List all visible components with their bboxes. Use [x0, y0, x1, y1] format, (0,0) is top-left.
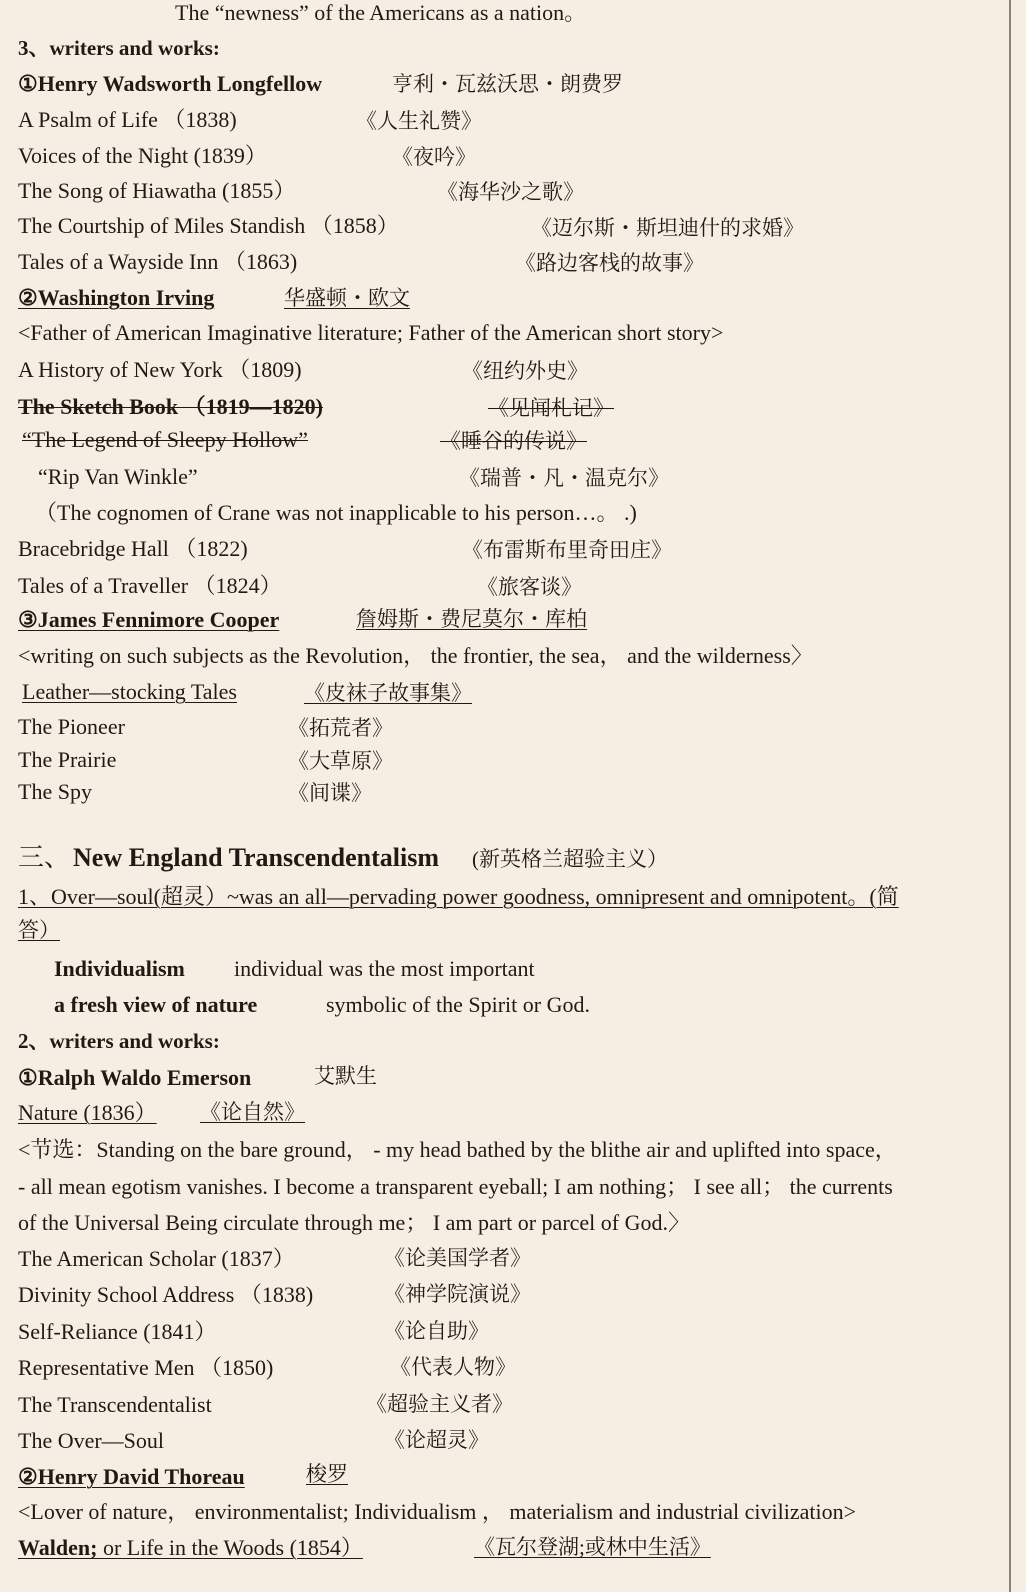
irving-quote: （The cognomen of Crane was not inapplicable to his person…。 .)	[35, 500, 637, 525]
section-3-heading: 3、writers and works:	[18, 36, 220, 60]
thoreau-note: <Lover of nature， environmentalist; Individualism ， materialism and industrial civilization>	[18, 1499, 857, 1524]
thoreau-name: ②Henry David Thoreau	[18, 1464, 245, 1489]
oversoul-definition: 1、Over—soul(超灵）~was an all—pervading power goodness, omnipresent and omnipotent。(简	[18, 884, 899, 909]
work-title: A History of New York （1809)	[18, 357, 302, 382]
work-title: The Courtship of Miles Standish （1858）	[18, 213, 399, 238]
work-cn: 《神学院演说》	[384, 1282, 531, 1306]
concept-desc: individual was the most important	[234, 956, 535, 981]
work-cn: 《拓荒者》	[288, 716, 393, 740]
work-cn: 《间谍》	[288, 781, 372, 805]
sleepy-hollow-title: “The Legend of Sleepy Hollow”	[22, 427, 308, 452]
emerson-cn: 艾默生	[314, 1064, 377, 1088]
concept-desc: symbolic of the Spirit or God.	[326, 992, 590, 1017]
work-cn: 《人生礼赞》	[356, 109, 482, 133]
nature-title: Nature (1836）	[18, 1100, 157, 1125]
longfellow-cn: 亨利・瓦兹沃思・朗费罗	[392, 72, 623, 96]
walden-title-bold: Walden;	[18, 1535, 98, 1560]
irving-cn: 华盛顿・欧文	[284, 286, 410, 310]
work-cn: 《纽约外史》	[462, 359, 588, 383]
walden-title	[18, 1537, 363, 1559]
work-title: Bracebridge Hall （1822)	[18, 536, 248, 561]
excerpt-line: of the Universal Being circulate through me； I am part or parcel of God.〉	[18, 1210, 690, 1235]
page-edge-rule	[1009, 0, 1011, 1592]
sleepy-hollow-cn: 《睡谷的传说》	[440, 429, 587, 453]
cooper-name: ③James Fennimore Cooper	[18, 607, 280, 632]
work-title: Representative Men （1850)	[18, 1355, 274, 1380]
excerpt-line: <节选：Standing on the bare ground， - my head bathed by the blithe air and uplifted into space，	[18, 1137, 897, 1162]
work-title: Divinity School Address （1838)	[18, 1282, 314, 1307]
work-title: The Prairie	[18, 747, 117, 772]
work-title: Self-Reliance (1841）	[18, 1319, 217, 1344]
irving-note: <Father of American Imaginative literature; Father of the American short story>	[18, 320, 724, 345]
work-cn: 《超验主义者》	[366, 1392, 513, 1416]
emerson-name: ①Ralph Waldo Emerson	[18, 1065, 252, 1090]
sketch-book-title: The Sketch Book （1819—1820)	[18, 394, 323, 419]
work-cn: 《夜吟》	[392, 145, 476, 169]
walden-title-rest: or Life in the Woods (1854）	[97, 1535, 363, 1560]
section-three-cn: (新英格兰超验主义）	[472, 847, 668, 871]
leatherstocking-cn: 《皮袜子故事集》	[304, 681, 472, 705]
work-title: Tales of a Wayside Inn （1863)	[18, 249, 298, 274]
section-three-title: New England Transcendentalism	[73, 843, 439, 872]
oversoul-definition-end: 答）	[18, 918, 60, 942]
work-cn: 《大草原》	[288, 749, 393, 773]
nature-cn: 《论自然》	[200, 1100, 305, 1124]
work-title: The Spy	[18, 779, 92, 804]
work-cn: 《论超灵》	[384, 1428, 489, 1452]
leatherstocking-title: Leather—stocking Tales	[22, 679, 237, 704]
work-title: “Rip Van Winkle”	[38, 464, 198, 489]
work-cn: 《布雷斯布里奇田庄》	[462, 538, 672, 562]
concept-term: a fresh view of nature	[54, 992, 258, 1017]
section-2-heading: 2、writers and works:	[18, 1029, 220, 1053]
work-title: The Transcendentalist	[18, 1392, 212, 1417]
cooper-cn: 詹姆斯・费尼莫尔・库柏	[356, 607, 587, 631]
work-cn: 《路边客栈的故事》	[515, 251, 704, 275]
work-title: The Pioneer	[18, 714, 125, 739]
work-cn: 《迈尔斯・斯坦迪什的求婚》	[531, 216, 804, 240]
work-cn: 《旅客谈》	[477, 575, 582, 599]
irving-name: ②Washington Irving	[18, 285, 215, 310]
work-cn: 《代表人物》	[390, 1355, 516, 1379]
sketch-book-cn: 《见闻札记》	[488, 396, 614, 420]
work-title: A Psalm of Life （1838)	[18, 107, 237, 132]
work-title: Voices of the Night (1839）	[18, 143, 267, 168]
longfellow-name: ①Henry Wadsworth Longfellow	[18, 71, 323, 96]
work-cn: 《海华沙之歌》	[437, 180, 584, 204]
work-cn: 《瑞普・凡・温克尔》	[459, 466, 669, 490]
section-three-prefix: 三、	[18, 843, 71, 872]
newness-line: The “newness” of the Americans as a nation。	[175, 0, 587, 25]
concept-term: Individualism	[54, 956, 185, 981]
excerpt-line: - all mean egotism vanishes. I become a transparent eyeball; I am nothing； I see all； the currents	[18, 1174, 893, 1199]
walden-cn: 《瓦尔登湖;或林中生活》	[474, 1535, 711, 1559]
work-title: The Over—Soul	[18, 1428, 165, 1453]
thoreau-cn: 梭罗	[306, 1462, 348, 1486]
work-cn: 《论美国学者》	[384, 1246, 531, 1270]
work-title: Tales of a Traveller （1824）	[18, 573, 282, 598]
work-title: The Song of Hiawatha (1855）	[18, 178, 296, 203]
work-title: The American Scholar (1837）	[18, 1246, 295, 1271]
work-cn: 《论自助》	[384, 1319, 489, 1343]
cooper-note: <writing on such subjects as the Revolution， the frontier, the sea， and the wilderness〉	[18, 643, 813, 668]
